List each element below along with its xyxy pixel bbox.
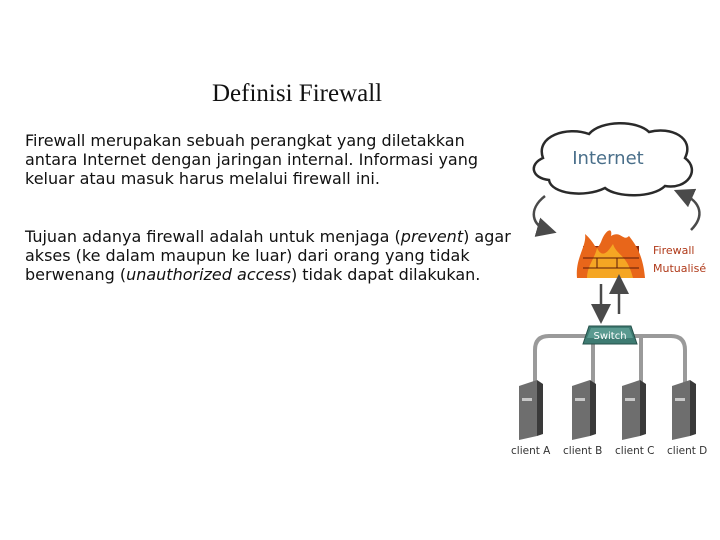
firewall-label-line1: Firewall <box>653 244 695 257</box>
server-icon-a <box>519 380 543 440</box>
firewall-label-line2: Mutualisé <box>653 262 707 275</box>
client-label-c: client C <box>615 445 655 457</box>
internet-label: Internet <box>572 148 644 169</box>
purpose-text-1: Tujuan adanya firewall adalah untuk menjaga ( <box>25 227 401 246</box>
slide-title: Definisi Firewall <box>212 80 383 107</box>
server-icon-c <box>622 380 646 440</box>
paragraph-definition: Firewall merupakan sebuah perangkat yang diletakkan antara Internet dengan jaringan internal. Informasi yang keluar atau masuk harus melalui firewall ini. <box>25 131 479 188</box>
client-label-b: client B <box>563 445 603 457</box>
switch-label: Switch <box>593 331 627 342</box>
server-icon-d <box>672 380 696 440</box>
client-label-d: client D <box>667 445 708 457</box>
firewall-flame-icon <box>577 230 645 278</box>
firewall-network-diagram <box>505 118 715 463</box>
arrow-right-icon <box>683 194 699 230</box>
purpose-text-2: ) agar akses (ke dalam maupun ke luar) dari orang yang tidak berwenang ( <box>25 227 511 284</box>
purpose-term-unauthorized: unauthorized access <box>126 265 291 284</box>
purpose-text-3: ) tidak dapat dilakukan. <box>290 265 481 284</box>
client-label-a: client A <box>511 445 551 457</box>
arrow-left-icon <box>534 196 547 230</box>
purpose-term-prevent: prevent <box>400 227 464 246</box>
paragraph-purpose <box>25 227 520 284</box>
server-icon-b <box>572 380 596 440</box>
network-connectors <box>535 336 685 400</box>
